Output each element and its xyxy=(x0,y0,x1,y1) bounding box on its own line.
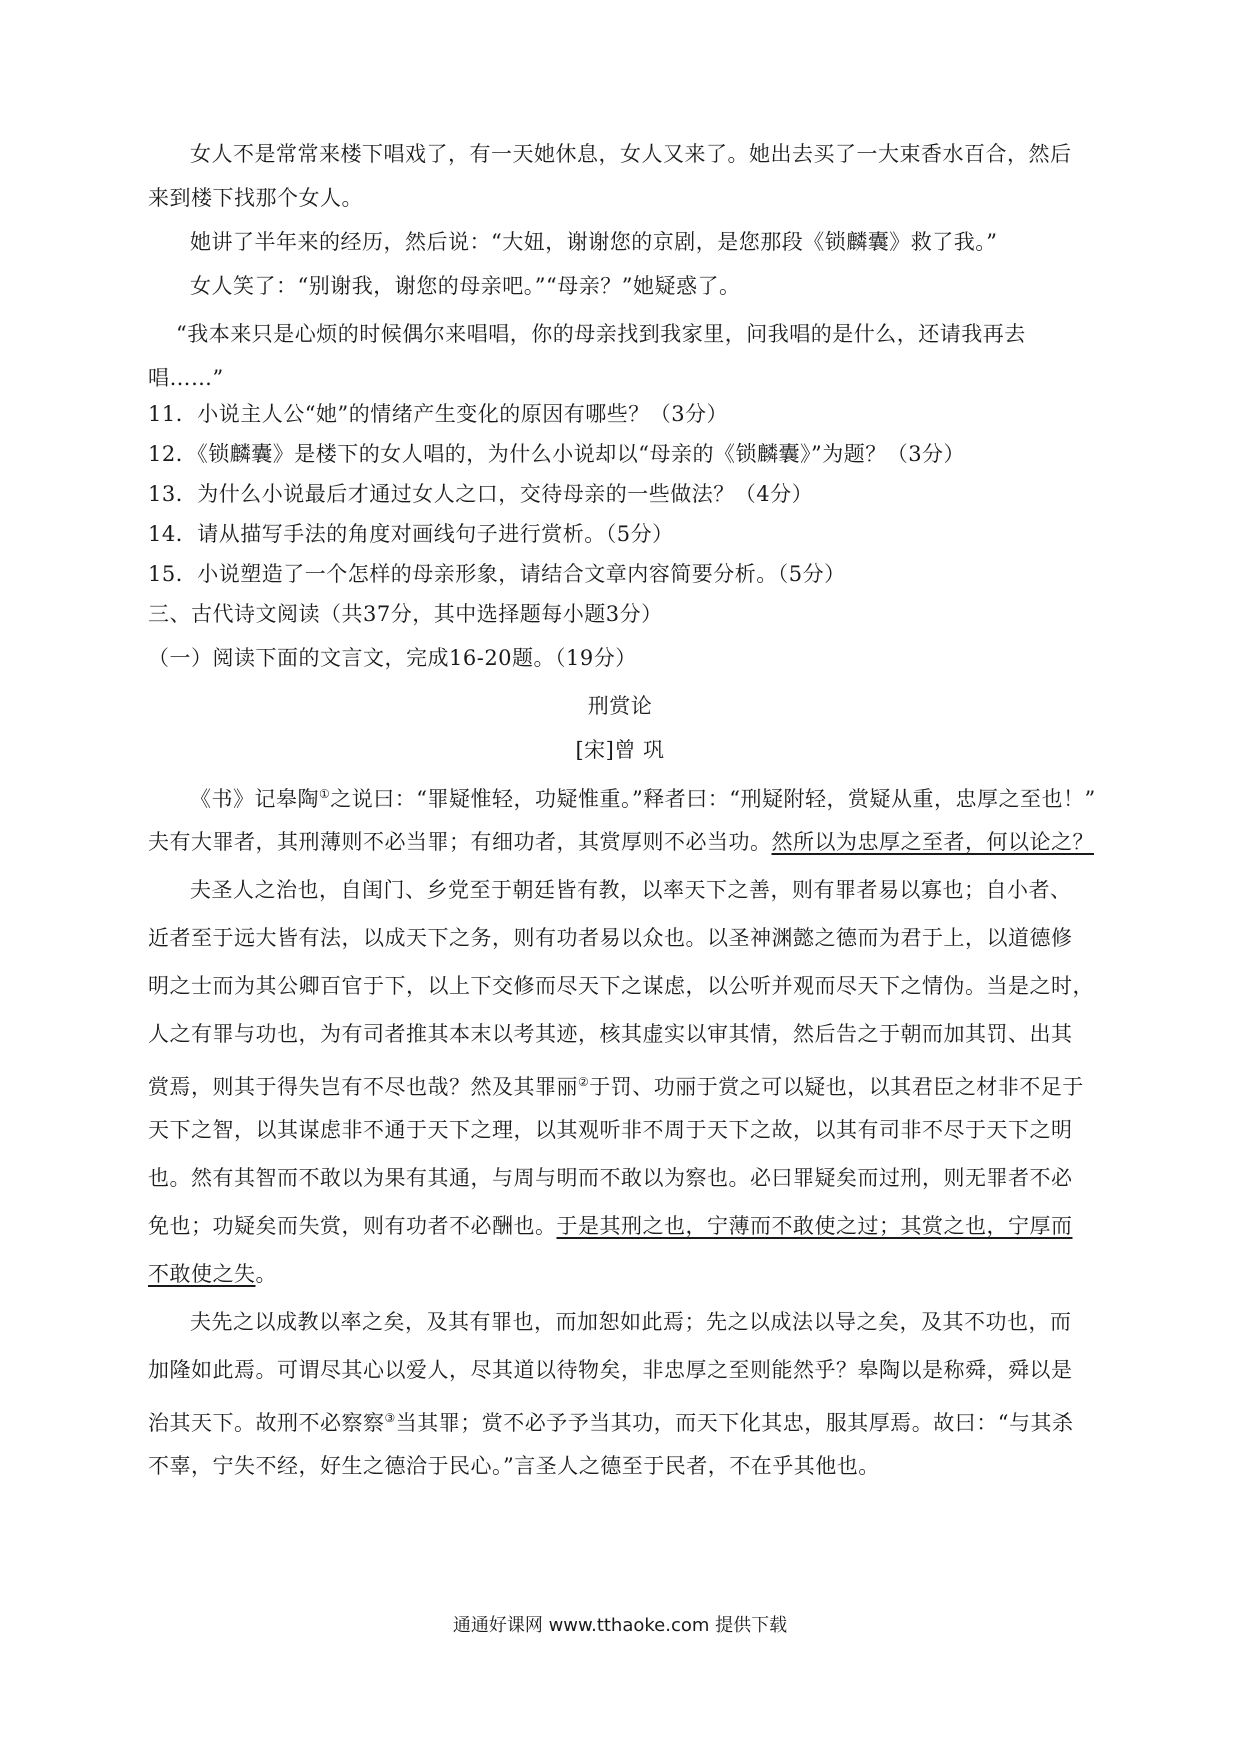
novel-paragraph-line: 女人笑了：“别谢我，谢您的母亲吧。”“母亲？”她疑惑了。 xyxy=(190,274,741,298)
novel-paragraph-line: 来到楼下找那个女人。 xyxy=(148,186,363,210)
question-15: 15．小说塑造了一个怎样的母亲形象，请结合文章内容简要分析。（5分） xyxy=(148,562,846,586)
essay-title: 刑赏论 xyxy=(587,694,653,718)
essay-line: 夫圣人之治也，自闺门、乡党至于朝廷皆有教，以率天下之善，则有罪者易以寡也；自小者、 xyxy=(190,878,1072,902)
essay-text: 夫有大罪者，其刑薄则不必当罪；有细功者，其赏厚则不必当功。 xyxy=(148,830,772,854)
underlined-sentence: 然所以为忠厚之至者，何以论之？ xyxy=(771,830,1094,854)
footnote-marker: ① xyxy=(319,787,331,801)
footnote-marker: ③ xyxy=(384,1411,396,1425)
section-heading: 三、古代诗文阅读（共37分，其中选择题每小题3分） xyxy=(148,602,663,626)
essay-line: 近者至于远大皆有法，以成天下之务，则有功者易以众也。以圣神渊懿之德而为君于上，以道德修 xyxy=(148,926,1073,950)
essay-line: 天下之智，以其谋虑非不通于天下之理，以其观听非不周于天下之故，以其有司非不尽于天下之明 xyxy=(148,1118,1073,1142)
essay-line: 人之有罪与功也，为有司者推其本末以考其迹，核其虚实以审其情，然后告之于朝而加其罚、出其 xyxy=(148,1022,1073,1046)
underlined-sentence: 于是其刑之也，宁薄而不敢使之过；其赏之也，宁厚而 xyxy=(556,1214,1073,1238)
essay-line: 加隆如此焉。可谓尽其心以爱人，尽其道以待物矣，非忠厚之至则能然乎？皋陶以是称舜，舜以是 xyxy=(148,1358,1073,1382)
footnote-marker: ② xyxy=(578,1075,590,1089)
question-13: 13．为什么小说最后才通过女人之口，交待母亲的一些做法？（4分） xyxy=(148,482,814,506)
essay-text: 。 xyxy=(255,1262,277,1286)
essay-line xyxy=(148,1068,1098,1101)
page-footer: 通通好课网 www.tthaoke.com 提供下载 xyxy=(452,1615,788,1636)
subsection-heading: （一）阅读下面的文言文，完成16-20题。（19分） xyxy=(148,646,637,670)
essay-text: 《书》记皋陶 xyxy=(190,787,319,811)
essay-line: 夫先之以成教以率之矣，及其有罪也，而加恕如此焉；先之以成法以导之矣，及其不功也，而 xyxy=(190,1310,1072,1334)
essay-text: 赏焉，则其于得失岂有不尽也哉？然及其罪丽 xyxy=(148,1075,578,1099)
underlined-sentence: 不敢使之失 xyxy=(148,1262,256,1286)
novel-paragraph-line: 唱……” xyxy=(148,366,224,390)
essay-text: 于罚、功丽于赏之可以疑也，以其君臣之材非不足于 xyxy=(589,1075,1084,1099)
essay-text: 之说曰：“罪疑惟轻，功疑惟重。”释者曰：“刑疑附轻，赏疑从重，忠厚之至也！” xyxy=(330,787,1096,811)
question-12: 12．《锁麟囊》是楼下的女人唱的，为什么小说却以“母亲的《锁麟囊》”为题？（3分） xyxy=(148,442,966,466)
essay-line xyxy=(148,1260,1098,1288)
question-14: 14．请从描写手法的角度对画线句子进行赏析。（5分） xyxy=(148,522,674,546)
novel-paragraph-line: “我本来只是心烦的时候偶尔来唱唱，你的母亲找到我家里，问我唱的是什么，还请我再去 xyxy=(176,322,1026,346)
essay-line: 不辜，宁失不经，好生之德洽于民心。”言圣人之德至于民者，不在乎其他也。 xyxy=(148,1454,880,1478)
question-11: 11．小说主人公“她”的情绪产生变化的原因有哪些？（3分） xyxy=(148,402,729,426)
essay-text: 当其罪；赏不必予予当其功，而天下化其忠，服其厚焉。故曰：“与其杀 xyxy=(395,1411,1074,1435)
novel-paragraph-line: 女人不是常常来楼下唱戏了，有一天她休息，女人又来了。她出去买了一大束香水百合，然后 xyxy=(190,142,1072,166)
essay-line xyxy=(190,780,1140,813)
essay-line: 也。然有其智而不敢以为果有其通，与周与明而不敢以为察也。必曰罪疑矣而过刑，则无罪者不必 xyxy=(148,1166,1073,1190)
novel-paragraph-line: 她讲了半年来的经历，然后说：“大妞，谢谢您的京剧，是您那段《锁麟囊》救了我。” xyxy=(190,230,998,254)
essay-line xyxy=(148,1404,1098,1437)
essay-text: 免也；功疑矣而失赏，则有功者不必酬也。 xyxy=(148,1214,557,1238)
essay-author: [宋]曾 巩 xyxy=(575,738,665,762)
essay-text: 治其天下。故刑不必察察 xyxy=(148,1411,385,1435)
essay-line xyxy=(148,828,1098,856)
essay-line: 明之士而为其公卿百官于下，以上下交修而尽天下之谋虑，以公听并观而尽天下之情伪。当是之时， xyxy=(148,974,1094,998)
essay-line xyxy=(148,1212,1098,1240)
